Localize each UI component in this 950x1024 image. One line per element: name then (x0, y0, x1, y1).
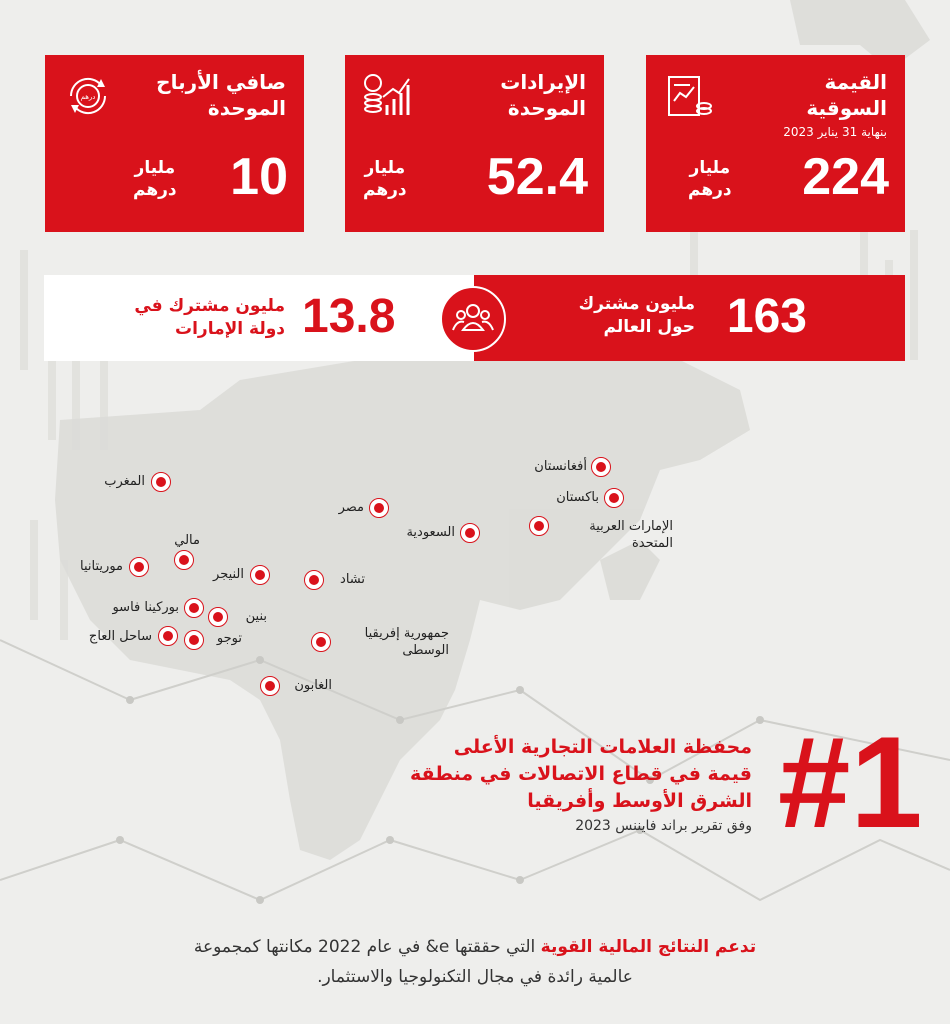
net-profit-unit: مليار درهم (133, 158, 177, 200)
market-value-date-note: بنهاية 31 يناير 2023 (783, 125, 887, 139)
country-label-gabon: الغابون (294, 678, 332, 693)
country-label-central-african-republic: جمهورية إفريقيا الوسطى (364, 626, 449, 658)
country-label-afghanistan: أفغانستان (534, 459, 587, 474)
rank-number: #1 (778, 709, 923, 855)
map-marker-benin (208, 607, 228, 627)
market-value-number: 224 (802, 148, 889, 206)
market-value-title: القيمة السوقية (806, 70, 887, 120)
map-marker-mauritania (129, 557, 149, 577)
revenue-card (345, 55, 604, 232)
map-marker-morocco (151, 472, 171, 492)
market-value-unit: مليار درهم (688, 158, 732, 200)
revenue-unit: مليار درهم (363, 158, 407, 200)
country-label-pakistan: باكستان (556, 490, 599, 505)
global-subscribers-number: 163 (726, 290, 807, 343)
country-label-ivory-coast: ساحل العاج (88, 629, 152, 644)
country-label-mauritania: موريتانيا (80, 559, 123, 574)
global-subscribers-label: مليون مشترك حول العالم (578, 294, 695, 337)
country-label-niger: النيجر (213, 567, 244, 582)
revenue-number: 52.4 (486, 148, 588, 206)
growth-chart-coins-icon (363, 71, 413, 121)
country-label-uae: الإمارات العربية المتحدة (589, 519, 673, 551)
map-marker-gabon (260, 676, 280, 696)
market-value-card (646, 55, 905, 232)
document-chart-icon (664, 71, 714, 121)
footer-text-line2: عالمية رائدة في مجال التكنولوجيا والاستثمار. (317, 967, 633, 987)
map-marker-togo (184, 630, 204, 650)
footer-text-line1: التي حققتها e& في عام 2022 مكانتها كمجموعة (193, 937, 536, 957)
country-label-burkina-faso: بوركينا فاسو (112, 600, 179, 615)
map-marker-pakistan (604, 488, 624, 508)
map-marker-ivory-coast (158, 626, 178, 646)
footer-highlight: تدعم النتائج المالية القوية (540, 937, 757, 957)
map-marker-saudi-arabia (460, 523, 480, 543)
country-label-mali: مالي (174, 533, 200, 548)
net-profit-number: 10 (230, 148, 288, 206)
country-label-togo: توجو (216, 631, 242, 646)
map-marker-afghanistan (591, 457, 611, 477)
rank-statement: محفظة العلامات التجارية الأعلى قيمة في قطاع الاتصالات في منطقة الشرق الأوسط وأفريقيا (409, 736, 752, 812)
country-label-saudi-arabia: السعودية (406, 525, 455, 540)
map-marker-central-african-republic (311, 632, 331, 652)
country-label-chad: تشاد (340, 572, 365, 587)
map-marker-burkina-faso (184, 598, 204, 618)
dirham-coin-cycle-icon (63, 71, 113, 121)
country-label-egypt: مصر (338, 500, 364, 515)
country-label-benin: بنين (245, 609, 267, 624)
svg-text:درهم: درهم (80, 93, 96, 101)
global-subscribers-panel (474, 275, 905, 361)
footer-statement (60, 932, 890, 992)
map-marker-mali (174, 550, 194, 570)
net-profit-title: صافي الأرباح الموحدة (156, 70, 286, 120)
map-marker-egypt (369, 498, 389, 518)
net-profit-card (45, 55, 304, 232)
rank-source: وفق تقرير براند فايننس 2023 (575, 818, 752, 834)
map-marker-chad (304, 570, 324, 590)
uae-subscribers-number: 13.8 (302, 290, 396, 343)
map-marker-uae (529, 516, 549, 536)
uae-subscribers-label: مليون مشترك في دولة الإمارات (134, 296, 285, 339)
subscribers-badge (440, 286, 506, 352)
map-marker-niger (250, 565, 270, 585)
revenue-title: الإيرادات الموحدة (500, 70, 586, 120)
people-group-icon (442, 288, 504, 350)
country-label-morocco: المغرب (104, 474, 145, 489)
